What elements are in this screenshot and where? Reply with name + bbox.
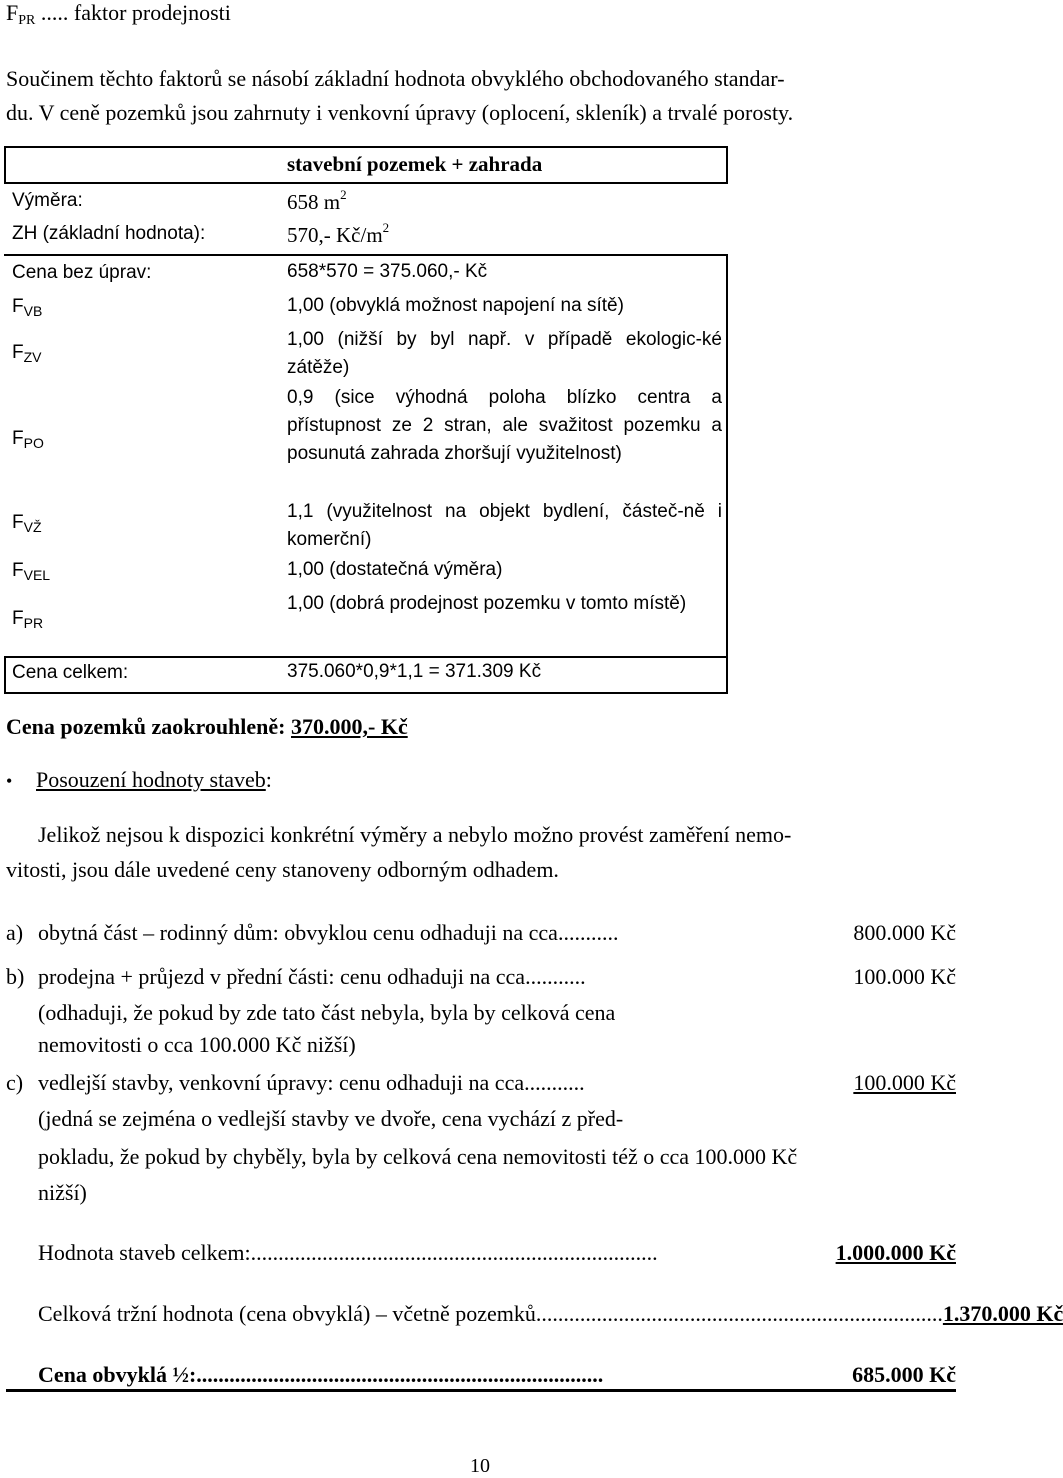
item-b: b) prodejna + průjezd v přední části: cenu odhaduji na cca ........... 100.000 Kč	[6, 964, 956, 989]
table-border-left-top	[4, 146, 6, 184]
row-value-vymera: 658 $m^2$	[287, 187, 347, 214]
page-number: 10	[470, 1455, 490, 1477]
row-label-fvel: $F_{VEL}$	[12, 560, 51, 583]
row-label-cena-celkem: Cena celkem:	[12, 662, 129, 683]
row-label-fpo: $F_{PO}$	[12, 428, 44, 451]
row-label-fpr: $F_{PR}$	[12, 608, 44, 631]
row-label-vymera: Výměra:	[12, 190, 83, 211]
row-value-zh: 570,- $Kč/m^2$	[287, 220, 390, 247]
half-price-underline	[6, 1389, 956, 1392]
row-label-cena-bez-uprav: Cena bez úprav:	[12, 262, 152, 283]
item-b-note-2: nemovitosti o cca 100.000 Kč nižší)	[38, 1032, 356, 1057]
intro-line-1: Součinem těchto faktorů se násobí základní hodnota obvyklého obchodovaného standar-	[6, 66, 785, 91]
factor-pr-line: $F_{PR}$ ..... faktor prodejnosti	[6, 0, 231, 28]
item-c-note-2: pokladu, že pokud by chyběly, byla by celková cena nemovitosti též o cca 100.000 Kč	[38, 1144, 798, 1169]
intro-line-2: du. V ceně pozemků jsou zahrnuty i venkovní úpravy (oplocení, skleník) a trvalé porosty.	[6, 100, 794, 125]
item-c-note-1: (jedná se zejména o vedlejší stavby ve dvoře, cena vychází z před-	[38, 1106, 624, 1131]
row-label-fvb: $F_{VB}$	[12, 296, 43, 319]
row-value-fpo: 0,9 (sice výhodná poloha blízko centra a přístupnost ze 2 stran, ale svažitost pozemku a posunutá zahrada zhoršují využitelnost)	[287, 387, 722, 464]
table-border-right-top	[726, 146, 728, 184]
total-market-value: Celková tržní hodnota (cena obvyklá) – včetně pozemků .......................................................................... 1.370.000 Kč	[38, 1301, 1063, 1326]
row-value-fzv: 1,00 (nižší by byl např. v případě ekologic-ké zátěže)	[287, 329, 722, 378]
item-c-note-3: nižší)	[38, 1180, 87, 1205]
land-price-rounded: Cena pozemků zaokrouhleně: 370.000,- Kč	[6, 714, 408, 739]
item-c: c) vedlejší stavby, venkovní úpravy: cenu odhaduji na cca ........... 100.000 Kč	[6, 1070, 956, 1095]
total-buildings: Hodnota staveb celkem: .......................................................................... 1.000.000 Kč	[38, 1240, 956, 1265]
para-line-2: vitosti, jsou dále uvedené ceny stanoveny odborným odhadem.	[6, 857, 559, 882]
row-value-cena-bez-uprav: 658*570 = 375.060,- Kč	[287, 261, 488, 282]
bullet-icon: •	[6, 771, 13, 791]
item-b-note-1: (odhaduji, že pokud by zde tato část nebyla, byla by celková cena	[38, 1000, 616, 1025]
buildings-section-heading: • Posouzení hodnoty staveb:	[6, 767, 272, 792]
total-half-price: Cena obvyklá ½: .......................................................................... 685.000 Kč	[38, 1362, 956, 1387]
table-border-row	[4, 254, 728, 256]
table-header: stavební pozemek + zahrada	[287, 152, 543, 176]
item-a: a) obytná část – rodinný dům: obvyklou cenu odhaduji na cca ........... 800.000 Kč	[6, 920, 956, 945]
row-value-fpr: 1,00 (dobrá prodejnost pozemku v tomto místě)	[287, 593, 687, 614]
land-valuation-table	[4, 146, 728, 694]
row-value-cena-celkem: 375.060*0,9*1,1 = 371.309 Kč	[287, 661, 542, 682]
row-label-fvz: $F_{VŽ}$	[12, 512, 42, 535]
table-border-top	[4, 146, 728, 148]
table-border-header	[4, 182, 728, 184]
table-border-left-bottom	[4, 656, 6, 694]
row-label-fzv: $F_{ZV}$	[12, 342, 42, 365]
row-label-zh: ZH (základní hodnota):	[12, 223, 206, 244]
table-border-right	[726, 254, 728, 694]
row-value-fvz: 1,1 (využitelnost na objekt bydlení, částeč-ně i komerční)	[287, 501, 722, 550]
row-value-fvb: 1,00 (obvyklá možnost napojení na sítě)	[287, 295, 624, 316]
row-value-fvel: 1,00 (dostatečná výměra)	[287, 559, 503, 580]
para-line-1: Jelikož nejsou k dispozici konkrétní výměry a nebylo možno provést zaměření nemo-	[38, 822, 792, 847]
table-border-bottom	[4, 692, 728, 694]
